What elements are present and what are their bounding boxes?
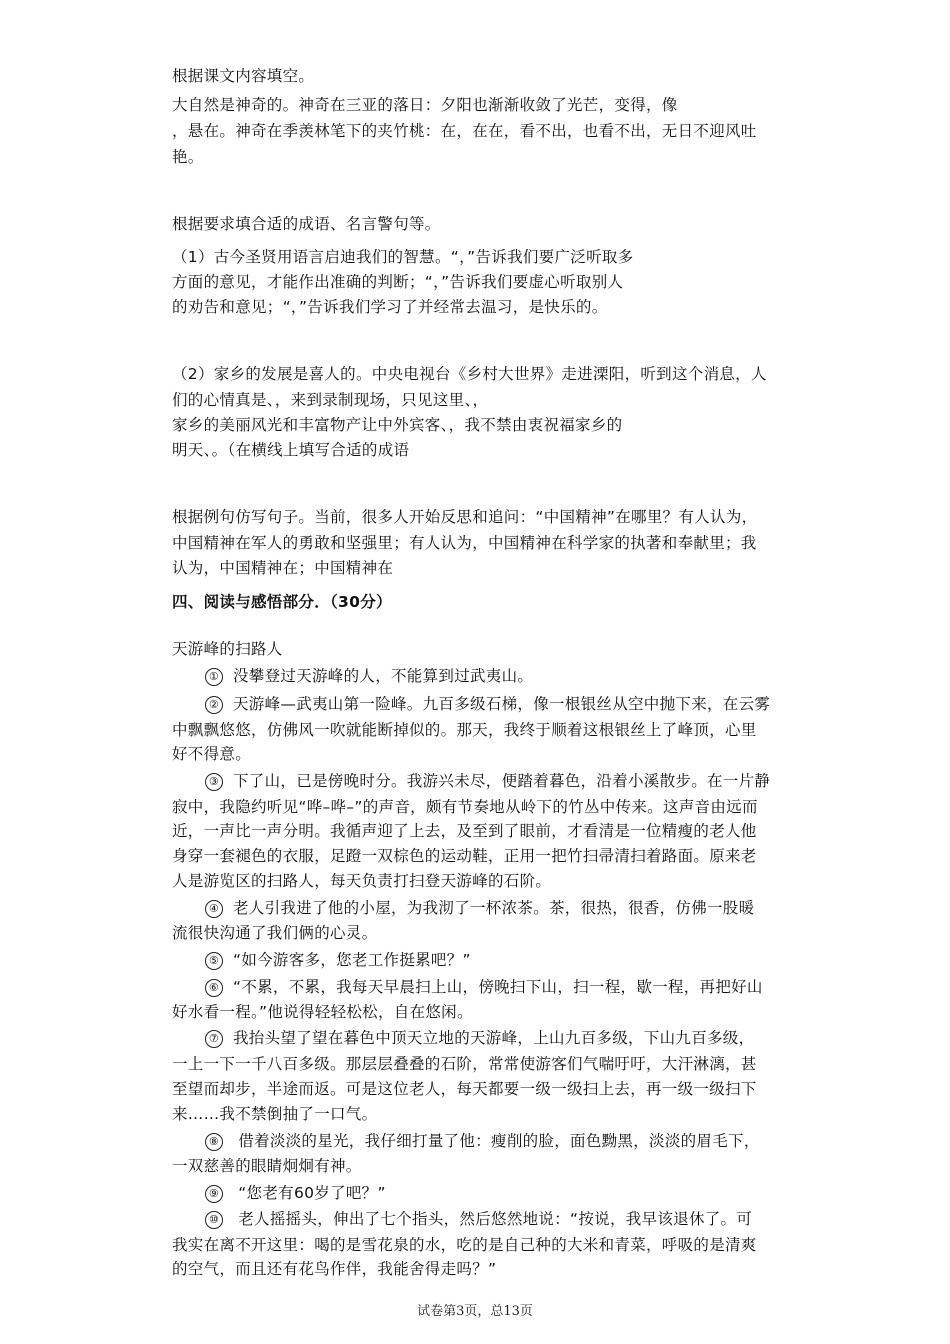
paragraph-number: ④ — [205, 900, 223, 918]
paragraph-line: 我抬头望了望在暮色中顶天立地的天游峰，上山九百多级，下山九百多级， — [233, 1029, 755, 1047]
q1-line: 艳。 — [172, 148, 204, 166]
paragraph-number: ⑤ — [205, 952, 223, 970]
q2-part2-line: 家乡的美丽风光和丰富物产让中外宾客、，我不禁由衷祝福家乡的 — [172, 416, 623, 434]
q2-part1-line: 的劝告和意见；“，”告诉我们学习了并经常去温习，是快乐的。 — [172, 298, 608, 316]
section-heading: 四、阅读与感悟部分．（30分） — [172, 593, 392, 611]
paragraph-5 — [205, 950, 471, 970]
paragraph-1 — [205, 666, 533, 686]
paragraph-10 — [205, 1209, 752, 1229]
paragraph-line: 借着淡淡的星光，我仔细打量了他：瘦削的脸，面色黝黑，淡淡的眉毛下， — [233, 1132, 760, 1150]
q1-line: 大自然是神奇的。神奇在三亚的落日：夕阳也渐渐收敛了光芒，变得，像 — [172, 96, 678, 114]
q1-line: ，悬在。神奇在季羡林笔下的夹竹桃：在，在在，看不出，也看不出，无日不迎风吐 — [172, 122, 757, 140]
paragraph-line: “不累，不累，我每天早晨扫上山，傍晚扫下山，扫一程，歇一程，再把好山 — [233, 978, 763, 996]
q3-line: 认为，中国精神在；中国精神在 — [172, 559, 394, 577]
article-title: 天游峰的扫路人 — [172, 640, 283, 658]
q3-line: 中国精神在军人的勇敢和坚强里；有人认为，中国精神在科学家的执著和奉献里；我 — [172, 534, 757, 552]
q2-title: 根据要求填合适的成语、名言警句等。 — [172, 215, 441, 233]
paragraph-number: ① — [205, 668, 223, 686]
page-footer: 试卷第3页，总13页 — [417, 1304, 533, 1319]
paragraph-line: 的空气，而且还有花鸟作伴，我能舍得走吗？” — [172, 1260, 497, 1278]
paragraph-line: 寂中，我隐约听见“哗–哗–”的声音，颇有节奏地从岭下的竹丛中传来。这声音由远而 — [172, 798, 758, 816]
paragraph-number: ⑥ — [205, 979, 223, 997]
paragraph-line: 来……我不禁倒抽了一口气。 — [172, 1105, 378, 1123]
paragraph-line: 中飘飘悠悠，仿佛风一吹就能断掉似的。那天，我终于顺着这根银丝上了峰顶，心里 — [172, 721, 757, 739]
q2-part2-line: 明天、。（在横线上填写合适的成语 — [172, 441, 410, 459]
paragraph-line: “如今游客多，您老工作挺累吧？” — [233, 951, 471, 969]
paragraph-line: 老人引我进了他的小屋，为我沏了一杯浓茶。茶，很热，很香，仿佛一股暖 — [233, 899, 755, 917]
paragraph-line: 人是游览区的扫路人，每天负责打扫登天游峰的石阶。 — [172, 872, 552, 890]
paragraph-9 — [205, 1183, 386, 1203]
paragraph-line: 流很快沟通了我们俩的心灵。 — [172, 924, 378, 942]
paragraph-line: 没攀登过天游峰的人，不能算到过武夷山。 — [233, 667, 534, 685]
paragraph-6 — [205, 977, 763, 997]
paragraph-number: ⑧ — [205, 1133, 223, 1151]
q2-part1-line: 方面的意见，才能作出准确的判断；“，”告诉我们要虚心听取别人 — [172, 273, 624, 291]
paragraph-line: 下了山，已是傍晚时分。我游兴未尽，便踏着暮色，沿着小溪散步。在一片静 — [233, 772, 771, 790]
q2-part2-line: 们的心情真是、，来到录制现场，只见这里、， — [172, 391, 489, 409]
q2-part1-line: （1）古今圣贤用语言启迪我们的智慧。“，”告诉我们要广泛听取多 — [172, 248, 634, 266]
paragraph-line: 近，一声比一声分明。我循声迎了上去，及至到了眼前，才看清是一位精瘦的老人他 — [172, 822, 757, 840]
paragraph-line: 至望而却步，半途而返。可是这位老人，每天都要一级一级扫上去，再一级一级扫下 — [172, 1080, 757, 1098]
paragraph-line: 老人摇摇头，伸出了七个指头，然后悠然地说：“按说，我早该退休了。可 — [233, 1210, 753, 1228]
paragraph-2 — [205, 694, 770, 714]
paragraph-3 — [205, 771, 770, 791]
paragraph-line: 好水看一程。”他说得轻轻松松，自在悠闲。 — [172, 1003, 473, 1021]
paragraph-7 — [205, 1028, 754, 1048]
paragraph-line: 身穿一套褪色的衣服，足蹬一双棕色的运动鞋，正用一把竹扫帚清扫着路面。原来老 — [172, 847, 757, 865]
q2-part2-line: （2）家乡的发展是喜人的。中央电视台《乡村大世界》走进溧阳，听到这个消息，人 — [172, 365, 767, 383]
paragraph-line: 一上一下一千八百多级。那层层叠叠的石阶，常常使游客们气喘吁吁，大汗淋漓，甚 — [172, 1055, 757, 1073]
paragraph-number: ③ — [205, 773, 223, 791]
q3-line: 根据例句仿写句子。当前，很多人开始反思和追问：“中国精神”在哪里？有人认为， — [172, 508, 758, 526]
paragraph-line: 天游峰—武夷山第一险峰。九百多级石梯，像一根银丝从空中抛下来，在云雾 — [233, 695, 771, 713]
paragraph-number: ② — [205, 696, 223, 714]
paragraph-line: 我实在离不开这里：喝的是雪花泉的水，吃的是自己种的大米和青菜，呼吸的是清爽 — [172, 1236, 757, 1254]
paragraph-4 — [205, 898, 754, 918]
paragraph-number: ⑨ — [205, 1185, 223, 1203]
paragraph-number: ⑦ — [205, 1030, 223, 1048]
paragraph-line: “您老有60岁了吧？” — [233, 1184, 386, 1202]
paragraph-8 — [205, 1131, 760, 1151]
q1-title: 根据课文内容填空。 — [172, 67, 315, 85]
paragraph-number: ⑩ — [205, 1211, 223, 1229]
paragraph-line: 好不得意。 — [172, 745, 252, 763]
paragraph-line: 一双慈善的眼睛炯炯有神。 — [172, 1157, 362, 1175]
